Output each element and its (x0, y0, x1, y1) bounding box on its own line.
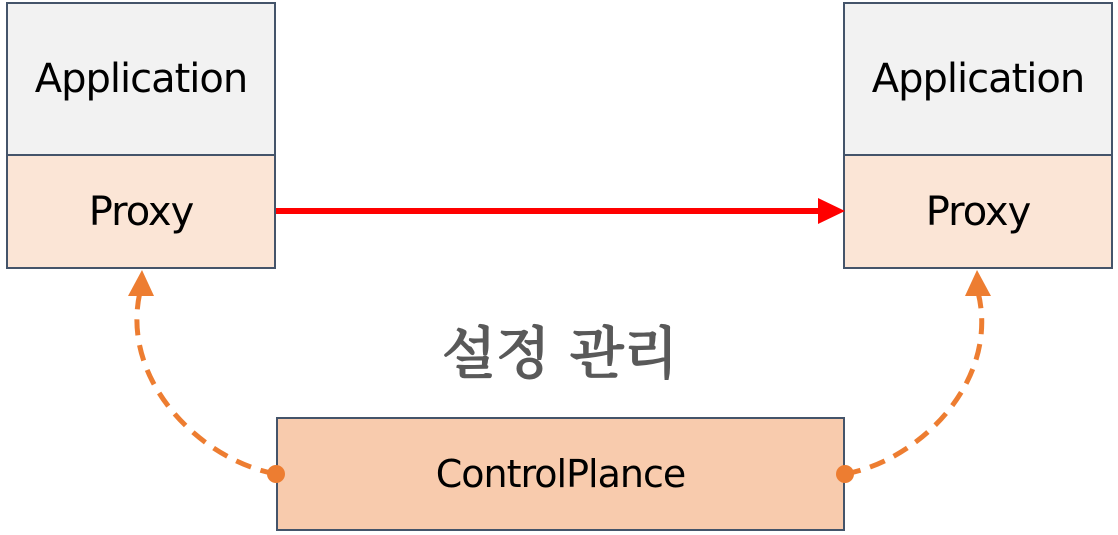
traffic-arrowhead (818, 198, 845, 224)
right-proxy-box: Proxy (843, 156, 1113, 269)
config-left-origin-dot (267, 465, 285, 483)
config-curve-right (845, 292, 982, 474)
config-left-arrowhead (128, 270, 154, 296)
control-plane-box: ControlPlance (276, 417, 845, 531)
config-right-origin-dot (836, 465, 854, 483)
config-management-caption: 설정 관리 (442, 322, 678, 387)
config-right-arrowhead (965, 270, 991, 296)
left-proxy-box: Proxy (6, 156, 276, 269)
config-curve-left (137, 292, 276, 474)
left-application-box: Application (6, 2, 276, 156)
right-application-box: Application (843, 2, 1113, 156)
